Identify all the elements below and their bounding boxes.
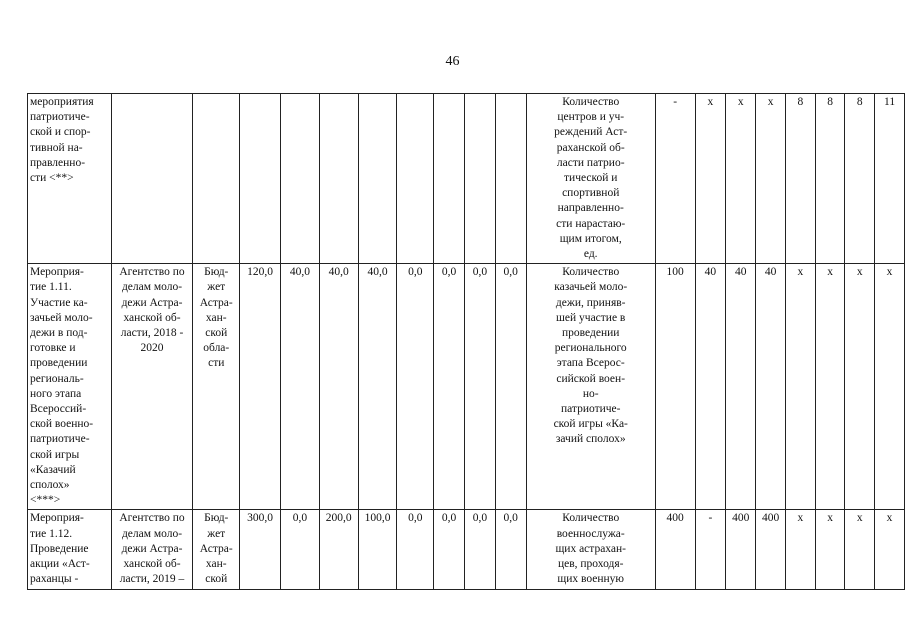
value-cell: - [655,94,695,264]
amount-cell: 0,0 [495,510,526,590]
value-cell: x [875,510,905,590]
value-cell: 100 [655,264,695,510]
value-cell: 40 [695,264,726,510]
event-cell: Мероприя- тие 1.12. Проведение акции «Аст- раханцы - [28,510,112,590]
amount-cell [495,94,526,264]
value-cell: 40 [726,264,756,510]
value-cell: 11 [875,94,905,264]
value-cell: 8 [845,94,875,264]
value-cell: x [786,510,816,590]
amount-cell: 300,0 [240,510,281,590]
indicator-cell: Количество казачьей моло- дежи, приняв- шей участие в проведении регионального этапа Всерос- сийской воен- но- патриотиче- ской игры «Ка- зачий сполох» [526,264,655,510]
value-cell: 400 [655,510,695,590]
amount-cell [434,94,465,264]
value-cell: x [726,94,756,264]
executor-cell: Агентство по делам моло- дежи Астра- ханской об- ласти, 2019 – [111,510,193,590]
executor-cell: Агентство по делам моло- дежи Астра- ханской об- ласти, 2018 - 2020 [111,264,193,510]
amount-cell [240,94,281,264]
amount-cell: 0,0 [465,510,496,590]
value-cell: x [815,264,845,510]
value-cell: x [786,264,816,510]
amount-cell: 0,0 [397,510,434,590]
value-cell: - [695,510,726,590]
value-cell: x [875,264,905,510]
amount-cell [465,94,496,264]
amount-cell: 200,0 [319,510,358,590]
amount-cell: 0,0 [434,264,465,510]
amount-cell [281,94,320,264]
event-cell: мероприятия патриотиче- ской и спор- тивной на- правленно- сти <**> [28,94,112,264]
amount-cell: 0,0 [281,510,320,590]
indicator-cell: Количество военнослужа- щих астрахан- цев, проходя- щих военную [526,510,655,590]
value-cell: 40 [756,264,786,510]
amount-cell [319,94,358,264]
amount-cell: 40,0 [281,264,320,510]
amount-cell: 100,0 [358,510,397,590]
amount-cell: 40,0 [319,264,358,510]
table-row [28,510,905,590]
indicator-cell: Количество центров и уч- реждений Аст- раханской об- ласти патрио- тической и спортивной направленно- сти нарастаю- щим итогом, ед. [526,94,655,264]
page-number: 46 [445,54,460,69]
executor-cell [111,94,193,264]
value-cell: x [845,510,875,590]
event-cell: Мероприя- тие 1.11. Участие ка- зачьей моло- дежи в под- готовке и проведении региональ- ного этапа Всероссий- ской военно- патриотиче- ской игры «Казачий сполох» <***> [28,264,112,510]
value-cell: 400 [726,510,756,590]
value-cell: 400 [756,510,786,590]
value-cell: x [695,94,726,264]
amount-cell: 120,0 [240,264,281,510]
amount-cell: 0,0 [434,510,465,590]
source-cell: Бюд- жет Астра- хан- ской обла- сти [193,264,240,510]
table-row [28,94,905,264]
source-cell [193,94,240,264]
amount-cell: 0,0 [465,264,496,510]
value-cell: x [756,94,786,264]
amount-cell: 40,0 [358,264,397,510]
amount-cell: 0,0 [397,264,434,510]
amount-cell [397,94,434,264]
amount-cell: 0,0 [495,264,526,510]
value-cell: 8 [815,94,845,264]
table-row [28,264,905,510]
value-cell: x [845,264,875,510]
amount-cell [358,94,397,264]
program-table [27,93,905,590]
source-cell: Бюд- жет Астра- хан- ской [193,510,240,590]
value-cell: 8 [786,94,816,264]
value-cell: x [815,510,845,590]
